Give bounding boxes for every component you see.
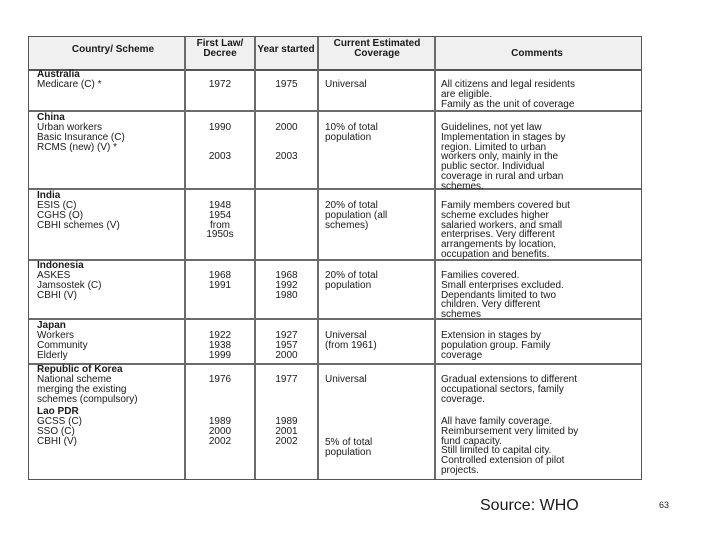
- comments-text: Guidelines, not yet law Implementation in stages by region. Limited to urban workers only, mainly in the public sector. Individual coverage in rural and urban schemes.: [441, 122, 566, 192]
- first-law-years: 1990 2003: [208, 122, 232, 163]
- scheme-list: GCSS (C) SSO (C) CBHI (V): [37, 416, 82, 447]
- first-law-years: 1976: [208, 374, 232, 385]
- column-divider: [317, 37, 319, 479]
- comments-text: Family members covered but scheme excludes higher salaried workers, and small enterprises. Very different arrangements by location, occupation and benefits.: [441, 200, 570, 260]
- health-insurance-table: [28, 36, 642, 480]
- country-name: India: [37, 190, 61, 201]
- header-year-started: Year started: [257, 44, 315, 55]
- comments-text: All citizens and legal residents are eligible. Family as the unit of coverage: [441, 79, 575, 110]
- column-divider: [184, 37, 186, 479]
- year-started-values: 1975: [275, 79, 298, 90]
- scheme-list: ESIS (C) CGHS (O) CBHI schemes (V): [37, 200, 120, 231]
- first-law-years: 1972: [208, 79, 232, 90]
- header-comments: Comments: [511, 48, 563, 59]
- first-law-years: 1968 1991: [208, 270, 232, 291]
- country-name: Republic of Korea: [37, 364, 123, 375]
- column-divider: [434, 37, 436, 479]
- coverage-text: 20% of total population: [325, 270, 378, 291]
- year-started-values: 1927 1957 2000: [275, 330, 298, 361]
- row-divider: [29, 110, 641, 112]
- comments-text: Extension in stages by population group. Family coverage: [441, 330, 551, 361]
- country-name: China: [37, 112, 65, 123]
- coverage-text: Universal (from 1961): [325, 330, 377, 351]
- first-law-years: 1948 1954 from 1950s: [206, 200, 234, 241]
- coverage-text: Universal: [325, 79, 367, 90]
- country-name: Indonesia: [37, 260, 84, 271]
- year-started-values: 2000 2003: [275, 122, 298, 163]
- year-started-values: 1977: [275, 374, 298, 385]
- comments-text: All have family coverage. Reimbursement very limited by fund capacity. Still limited to capital city. Controlled extension of pilot projects.: [441, 416, 579, 476]
- year-started-values: 1968 1992 1980: [275, 270, 298, 301]
- scheme-list: Urban workers Basic Insurance (C) RCMS (new) (V) *: [37, 122, 125, 153]
- page-number: 63: [659, 500, 670, 510]
- coverage-text: 20% of total population (all schemes): [325, 200, 388, 231]
- column-divider: [254, 37, 256, 479]
- first-law-years: 1989 2000 2002: [208, 416, 232, 447]
- scheme-list: Medicare (C) *: [37, 79, 102, 90]
- comments-text: Families covered. Small enterprises excluded. Dependants limited to two children. Very different schemes: [441, 270, 564, 321]
- header-country: Country/ Scheme: [71, 44, 155, 55]
- table-header: [29, 37, 641, 71]
- scheme-list: ASKES Jamsostek (C) CBHI (V): [37, 270, 102, 301]
- coverage-text: 10% of total population: [325, 122, 378, 143]
- scheme-list: National scheme merging the existing schemes (compulsory): [37, 374, 138, 405]
- comments-text: Gradual extensions to different occupational sectors, family coverage.: [441, 374, 578, 405]
- first-law-years: 1922 1938 1999: [208, 330, 232, 361]
- country-name: Japan: [37, 320, 66, 331]
- coverage-text: 5% of total population: [325, 437, 373, 458]
- year-started-values: 1989 2001 2002: [275, 416, 298, 447]
- country-name: Lao PDR: [37, 406, 79, 417]
- coverage-text: Universal: [325, 374, 367, 385]
- header-coverage: Current Estimated Coverage: [333, 38, 421, 59]
- source-caption: Source: WHO: [480, 497, 579, 514]
- scheme-list: Workers Community Elderly: [37, 330, 88, 361]
- country-name: Australia: [37, 69, 80, 80]
- header-first-law: First Law/ Decree: [196, 38, 244, 59]
